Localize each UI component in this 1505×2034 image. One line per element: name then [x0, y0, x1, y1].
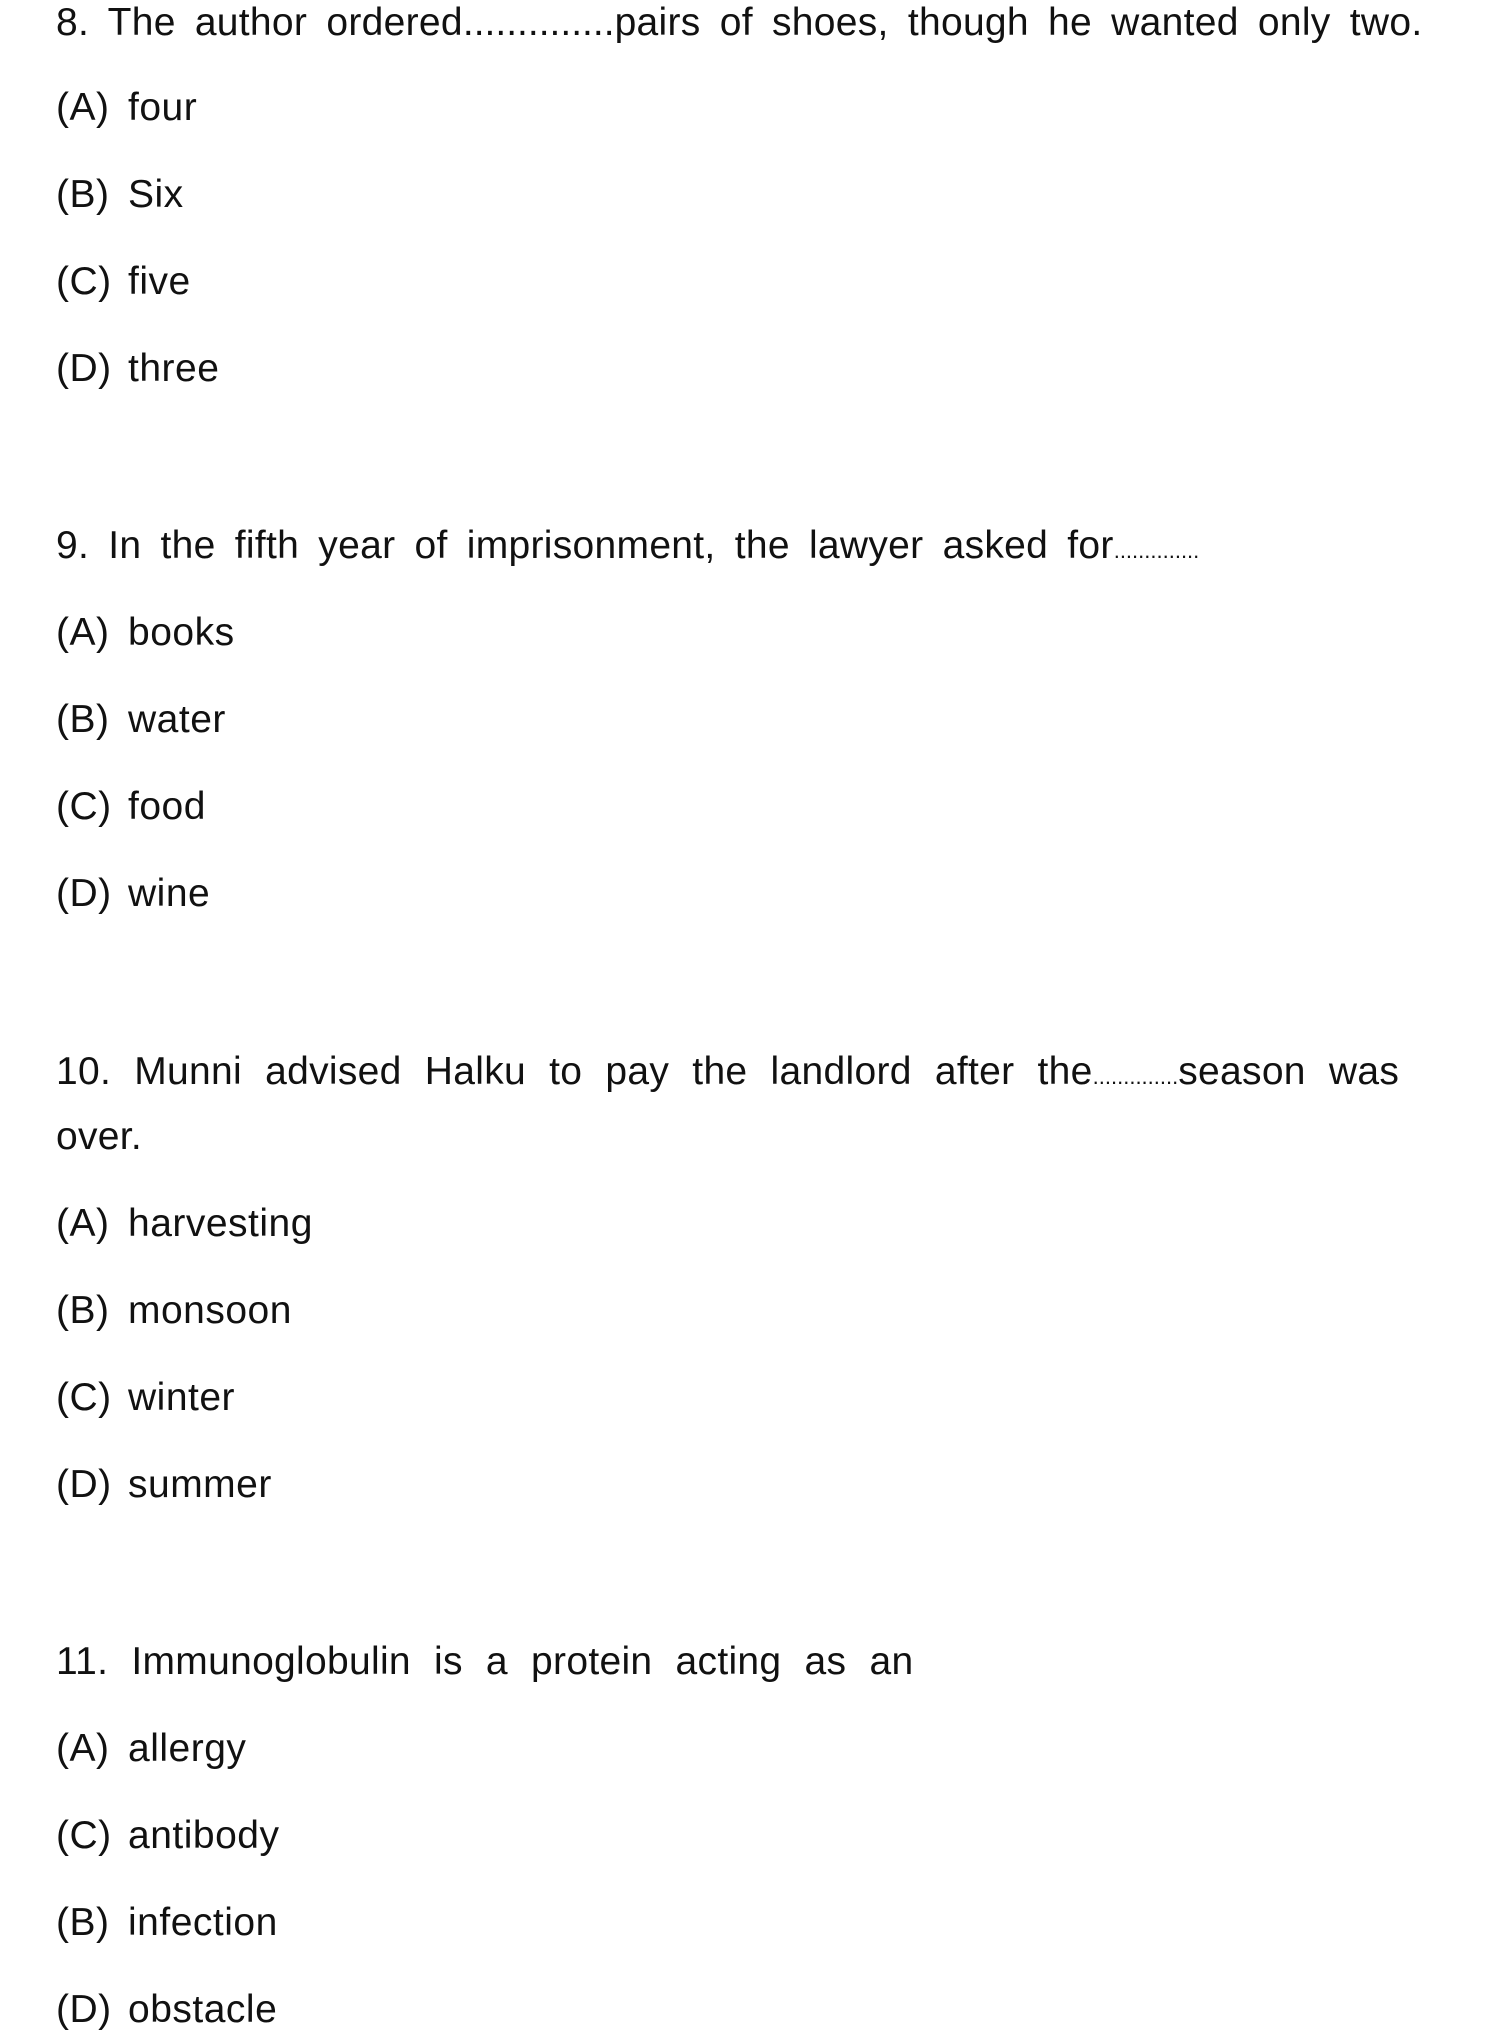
option-11-a [56, 1726, 246, 1772]
question-text-before-blank: In the fifth year of imprisonment, the lawyer asked for [108, 524, 1114, 567]
option-10-a [56, 1201, 313, 1247]
option-text: Six [128, 173, 184, 216]
option-10-b [56, 1288, 292, 1334]
question-8 [56, 0, 1422, 46]
option-11-d [56, 1987, 277, 2033]
question-number: 10. [56, 1050, 112, 1093]
option-letter: (C) [56, 260, 112, 303]
option-8-b [56, 172, 184, 218]
option-letter: (A) [56, 86, 110, 129]
option-letter: (D) [56, 347, 112, 390]
option-9-c [56, 784, 206, 830]
option-text: four [128, 86, 198, 129]
option-text: antibody [128, 1814, 280, 1857]
option-9-a [56, 610, 235, 656]
question-10 [56, 1049, 1399, 1100]
answer-blank: .............. [1092, 1064, 1179, 1089]
question-text-before-blank: Immunoglobulin is a protein acting as an [131, 1640, 914, 1683]
option-letter: (B) [56, 1901, 110, 1944]
question-11 [56, 1639, 913, 1685]
option-text: wine [128, 872, 211, 915]
question-9 [56, 523, 1199, 574]
option-8-a [56, 85, 197, 131]
option-9-b [56, 697, 226, 743]
question-text-after-blank: season was [1178, 1050, 1400, 1093]
answer-blank: .............. [462, 1, 615, 44]
option-text: harvesting [128, 1202, 313, 1245]
option-text: water [128, 698, 226, 741]
option-11-c [56, 1813, 279, 1859]
option-letter: (B) [56, 173, 110, 216]
question-number: 9. [56, 524, 90, 567]
option-text: food [128, 785, 206, 828]
option-text: obstacle [128, 1988, 278, 2031]
option-letter: (C) [56, 1376, 112, 1419]
question-text-continuation: over. [56, 1115, 143, 1158]
option-letter: (C) [56, 1814, 112, 1857]
option-9-d [56, 871, 210, 917]
question-text-before-blank: The author ordered [107, 1, 463, 44]
question-text-before-blank: Munni advised Halku to pay the landlord after the [134, 1050, 1093, 1093]
option-8-d [56, 346, 219, 392]
option-letter: (D) [56, 1988, 112, 2031]
option-letter: (B) [56, 1289, 110, 1332]
option-text: three [128, 347, 220, 390]
option-text: infection [128, 1901, 278, 1944]
question-number: 8. [56, 1, 90, 44]
question-number: 11. [56, 1640, 109, 1683]
answer-blank: .............. [1113, 538, 1200, 563]
option-text: monsoon [128, 1289, 292, 1332]
option-letter: (D) [56, 1463, 112, 1506]
option-11-b [56, 1900, 278, 1946]
option-letter: (B) [56, 698, 110, 741]
option-8-c [56, 259, 191, 305]
option-letter: (A) [56, 1202, 110, 1245]
option-letter: (C) [56, 785, 112, 828]
question-10-continuation [56, 1114, 142, 1160]
option-10-d [56, 1462, 272, 1508]
option-letter: (A) [56, 1727, 110, 1770]
option-text: five [128, 260, 191, 303]
option-text: summer [128, 1463, 272, 1506]
option-text: allergy [128, 1727, 247, 1770]
option-text: winter [128, 1376, 236, 1419]
option-letter: (A) [56, 611, 110, 654]
option-letter: (D) [56, 872, 112, 915]
question-text-after-blank: pairs of shoes, though he wanted only two. [614, 1, 1423, 44]
option-10-c [56, 1375, 235, 1421]
option-text: books [128, 611, 235, 654]
